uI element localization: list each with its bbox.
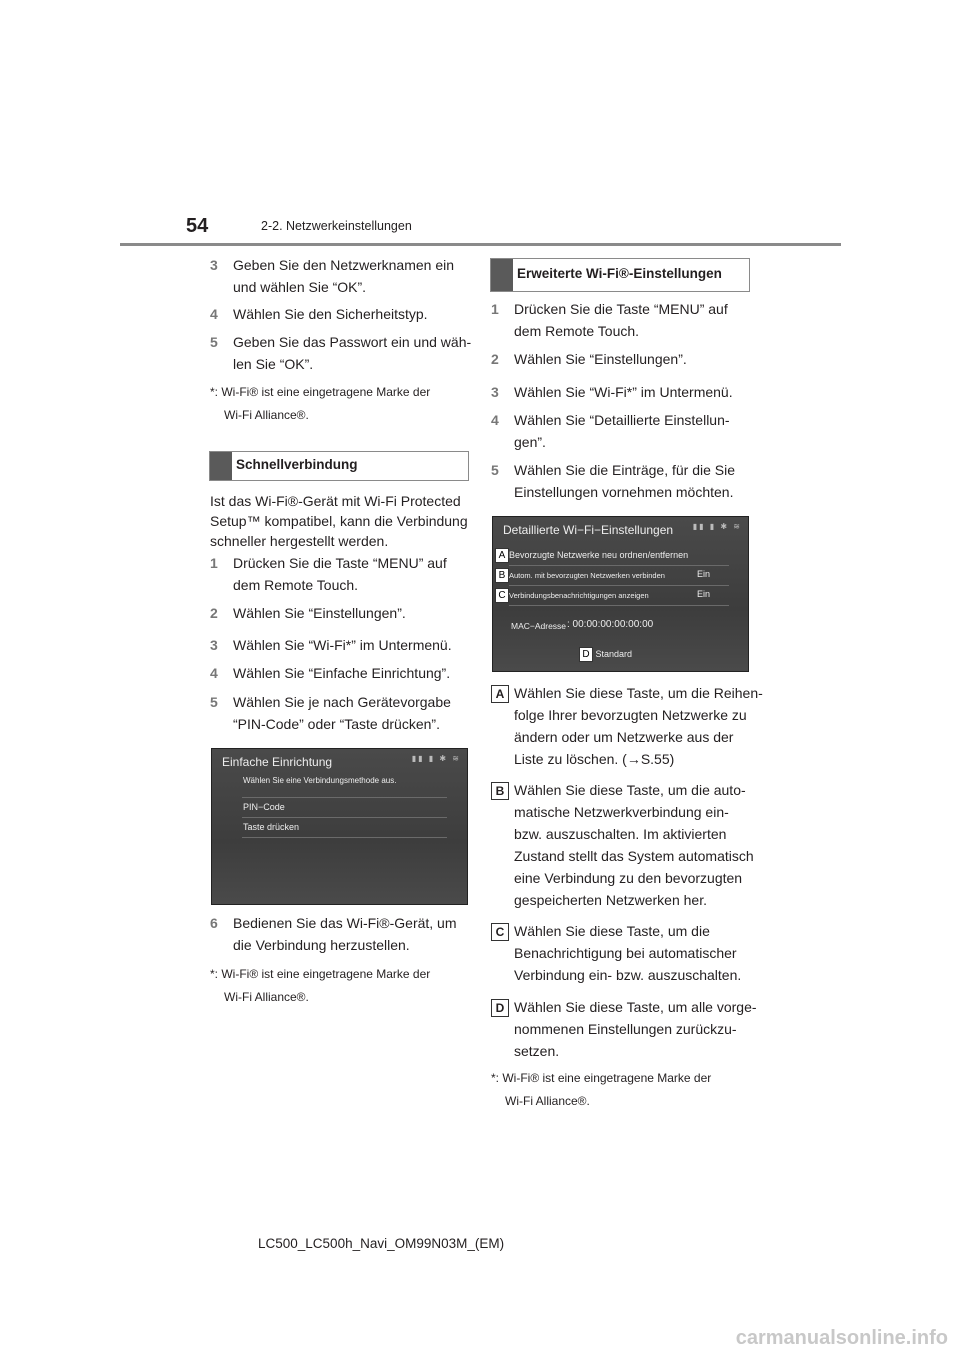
row-value: Ein (697, 569, 711, 579)
key-label: B (495, 568, 509, 583)
option-push-button[interactable]: Taste drücken (243, 822, 300, 832)
step-text (233, 331, 471, 375)
screen-easy-setup (211, 748, 468, 905)
row-label: Autom. mit bevorzugten Netzwerken verbinden (509, 571, 665, 580)
step-text (233, 912, 457, 956)
text-line: len Sie “OK”. (233, 356, 314, 372)
mac-label: MAC−Adresse (511, 621, 567, 631)
row-value: Ein (697, 589, 711, 599)
key-label: D (579, 647, 593, 662)
default-button[interactable] (579, 647, 632, 662)
intro-line: Ist das Wi-Fi®-Gerät mit Wi-Fi Protected (210, 493, 461, 509)
legend-key: A (491, 685, 509, 703)
row-label: Bevorzugte Netzwerke neu ordnen/entfernen (509, 550, 689, 560)
text-line: setzen. (514, 1043, 560, 1059)
step-text (514, 682, 763, 770)
footnote-line: Wi-Fi Alliance®. (224, 408, 309, 422)
mac-value: : 00:00:00:00:00:00 (567, 619, 654, 630)
step-text (233, 691, 451, 735)
text-line: Drücken Sie die Taste “MENU” auf (233, 555, 447, 571)
text-line: und wählen Sie “OK”. (233, 279, 367, 295)
key-label: A (495, 548, 509, 563)
status-icons: ▮▮ ▮ ✱ ≋ (411, 754, 461, 763)
legend-key: D (491, 999, 509, 1017)
text-line: Zustand stellt das System automatisch (514, 848, 754, 864)
section-heading (490, 258, 750, 292)
step-text (514, 996, 757, 1062)
text-line: Wählen Sie den Sicherheitstyp. (233, 306, 428, 322)
heading-text: Schnellverbindung (236, 457, 358, 472)
text-line: Wählen Sie diese Taste, um alle vorge- (514, 999, 757, 1015)
text-line: “PIN-Code” oder “Taste drücken”. (233, 716, 440, 732)
footnote (491, 1067, 711, 1113)
footnote-line: *: Wi-Fi® ist eine eingetragene Marke der (210, 385, 431, 399)
option-pin-code[interactable]: PIN−Code (243, 802, 285, 812)
section-heading (209, 451, 469, 481)
text-line: Bedienen Sie das Wi-Fi®-Gerät, um (233, 915, 457, 931)
footnote (210, 381, 430, 427)
text-line: gespeicherten Netzwerken her. (514, 892, 707, 908)
step-text (514, 298, 728, 342)
text-line: die Verbindung herzustellen. (233, 937, 410, 953)
step-text (233, 303, 428, 325)
text-line: Wählen Sie “Einstellungen”. (233, 605, 406, 621)
text-line: Wählen Sie diese Taste, um die (514, 923, 710, 939)
screen-prompt: Wählen Sie eine Verbindungsmethode aus. (243, 776, 397, 785)
legend-key: B (491, 782, 509, 800)
text-line: Drücken Sie die Taste “MENU” auf (514, 301, 728, 317)
footnote-line: Wi-Fi Alliance®. (505, 1094, 590, 1108)
text-line: Wählen Sie “Wi-Fi*” im Untermenü. (514, 384, 733, 400)
watermark: carmanualsonline.info (735, 1327, 948, 1349)
document-code: LC500_LC500h_Navi_OM99N03M_(EM) (258, 1236, 505, 1251)
heading-text: Erweiterte Wi-Fi®-Einstellungen (517, 266, 722, 281)
footnote (210, 963, 430, 1009)
text-line: Geben Sie den Netzwerknamen ein (233, 257, 455, 273)
intro-paragraph (210, 491, 468, 551)
intro-line: Setup™ kompatibel, kann die Verbindung (210, 513, 468, 529)
status-icons: ▮▮ ▮ ✱ ≋ (692, 522, 742, 531)
setting-row[interactable] (495, 568, 665, 583)
step-number: 3 (210, 257, 218, 273)
text-line: Wählen Sie “Wi-Fi*” im Untermenü. (233, 637, 452, 653)
text-line: nommenen Einstellungen zurückzu- (514, 1021, 737, 1037)
step-number: 5 (210, 694, 218, 710)
text-line: Wählen Sie die Einträge, für die Sie (514, 462, 736, 478)
key-label: C (495, 588, 509, 603)
screen-title: Detaillierte Wi−Fi−Einstellungen (503, 523, 674, 537)
row-label: Verbindungsbenachrichtigungen anzeigen (509, 591, 649, 600)
text-line: Wählen Sie je nach Gerätevorgabe (233, 694, 451, 710)
step-number: 5 (210, 334, 218, 350)
step-text (514, 381, 733, 403)
step-text (514, 779, 754, 911)
step-number: 4 (210, 306, 218, 322)
text-line: Liste zu löschen. (→S.55) (514, 751, 675, 767)
text-line: ändern oder um Netzwerke aus der (514, 729, 734, 745)
footnote-line: *: Wi-Fi® ist eine eingetragene Marke der (210, 967, 431, 981)
step-number: 2 (210, 605, 218, 621)
legend-key: C (491, 923, 509, 941)
step-number: 1 (210, 555, 218, 571)
section-title: 2-2. Netzwerkeinstellungen (261, 219, 412, 233)
text-line: dem Remote Touch. (233, 577, 359, 593)
setting-row[interactable] (495, 548, 688, 563)
step-number: 6 (210, 915, 218, 931)
footnote-line: *: Wi-Fi® ist eine eingetragene Marke der (491, 1071, 712, 1085)
step-number: 3 (210, 637, 218, 653)
step-text (233, 634, 452, 656)
screen-title: Einfache Einrichtung (222, 755, 333, 769)
step-text (233, 552, 447, 596)
setting-row[interactable] (495, 588, 649, 603)
text-line: Wählen Sie “Einfache Einrichtung”. (233, 665, 451, 681)
page-number: 54 (186, 215, 209, 237)
text-line: Geben Sie das Passwort ein und wäh- (233, 334, 472, 350)
text-line: folge Ihrer bevorzugten Netzwerke zu (514, 707, 747, 723)
text-line: eine Verbindung zu den bevorzugten (514, 870, 743, 886)
intro-line: schneller hergestellt werden. (210, 533, 389, 549)
step-number: 4 (210, 665, 218, 681)
text-line: dem Remote Touch. (514, 323, 640, 339)
step-number: 4 (491, 412, 499, 428)
step-number: 1 (491, 301, 499, 317)
text-line: gen”. (514, 434, 546, 450)
screen-wifi-details (492, 516, 749, 672)
step-text (233, 602, 406, 624)
step-number: 2 (491, 351, 499, 367)
text-line: Wählen Sie diese Taste, um die auto- (514, 782, 746, 798)
step-text (233, 662, 450, 684)
heading-bar (491, 259, 513, 291)
step-text (514, 409, 730, 453)
text-line: Einstellungen vornehmen möchten. (514, 484, 734, 500)
text-line: Verbindung ein- bzw. auszuschalten. (514, 967, 742, 983)
step-text (514, 920, 741, 986)
text-line: bzw. auszuschalten. Im aktivierten (514, 826, 727, 842)
text-line: Wählen Sie “Detaillierte Einstellun- (514, 412, 730, 428)
heading-bar (210, 452, 232, 480)
text-line: Wählen Sie diese Taste, um die Reihen- (514, 685, 763, 701)
text-line: matische Netzwerkverbindung ein- (514, 804, 729, 820)
step-number: 3 (491, 384, 499, 400)
header-rule (120, 243, 841, 246)
text-line: Benachrichtigung bei automatischer (514, 945, 737, 961)
step-text (514, 348, 687, 370)
footnote-line: Wi-Fi Alliance®. (224, 990, 309, 1004)
step-number: 5 (491, 462, 499, 478)
step-text (233, 254, 454, 298)
default-label: Standard (595, 649, 633, 659)
step-text (514, 459, 735, 503)
text-line: Wählen Sie “Einstellungen”. (514, 351, 687, 367)
